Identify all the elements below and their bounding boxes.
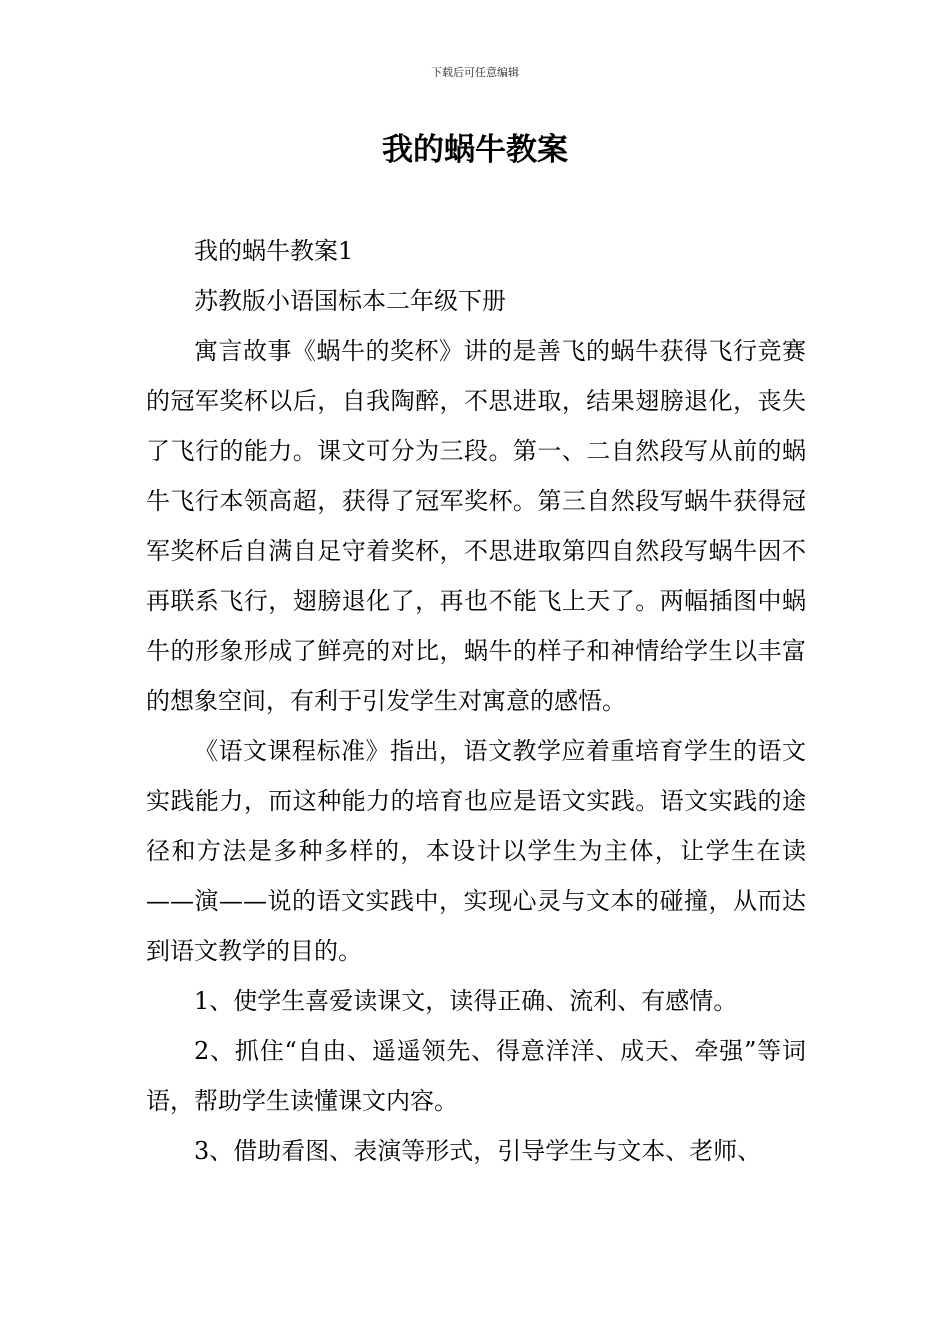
objective-item-3: 3、借助看图、表演等形式，引导学生与文本、老师、 (194, 1137, 762, 1165)
document-title: 我的蜗牛教案 (382, 132, 568, 168)
document-body (146, 226, 806, 1176)
textbook-info: 苏教版小语国标本二年级下册 (194, 287, 506, 315)
objective-item-1: 1、使学生喜爱读课文，读得正确、流利、有感情。 (194, 987, 738, 1015)
section-heading: 我的蜗牛教案1 (194, 237, 354, 265)
header-note: 下载后可任意编辑 (431, 66, 519, 79)
paragraph-text-analysis: 寓言故事《蜗牛的奖杯》讲的是善飞的蜗牛获得飞行竞赛的冠军奖杯以后，自我陶醉，不思进取，结果翅膀退化，丧失了飞行的能力。课文可分为三段。第一、二自然段写从前的蜗牛飞行本领高超，获得了冠军奖杯。第三自然段写蜗牛获得冠军奖杯后自满自足守着奖杯，不思进取第四自然段写蜗牛因不再联系飞行，翅膀退化了，再也不能飞上天了。两幅插图中蜗牛的形象形成了鲜亮的对比，蜗牛的样子和神情给学生以丰富的想象空间，有利于引发学生对寓意的感悟。 (146, 337, 806, 715)
paragraph-curriculum-standard: 《语文课程标准》指出，语文教学应着重培育学生的语文实践能力，而这种能力的培育也应是语文实践。语文实践的途径和方法是多种多样的，本设计以学生为主体，让学生在读——演——说的语文实践中，实现心灵与文本的碰撞，从而达到语文教学的目的。 (146, 737, 806, 965)
objective-item-2: 2、抓住“自由、遥遥领先、得意洋洋、成天、牵强”等词语，帮助学生读懂课文内容。 (146, 1037, 806, 1115)
